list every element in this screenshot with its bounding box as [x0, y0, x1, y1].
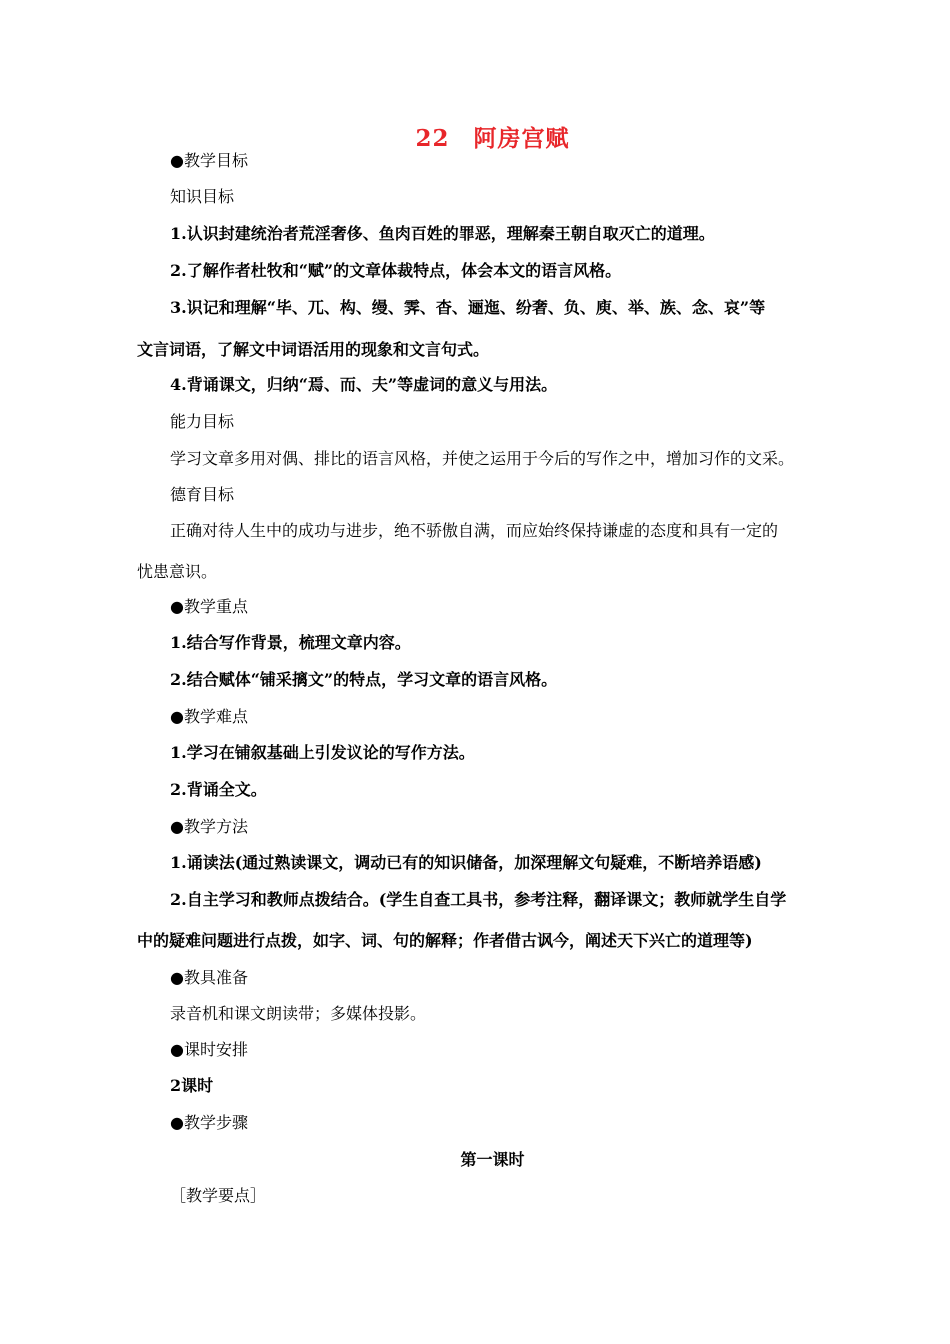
- paragraph-line: 忧患意识。: [137, 562, 218, 581]
- paragraph-line: 2.背诵全文。: [170, 780, 267, 799]
- paragraph-line: 文言词语，了解文中词语活用的现象和文言句式。: [137, 340, 490, 359]
- heading-teaching-goals: ●教学目标: [170, 151, 248, 170]
- paragraph-line: 中的疑难问题进行点拨，如字、词、句的解释；作者借古讽今，阐述天下兴亡的道理等): [137, 931, 753, 950]
- subheading-ability-goals: 能力目标: [170, 412, 235, 431]
- paragraph-line: 4.背诵课文，归纳“焉、而、夫”等虚词的意义与用法。: [170, 375, 558, 394]
- subheading-moral-goals: 德育目标: [170, 485, 235, 504]
- paragraph-line: 2.了解作者杜牧和“赋”的文章体裁特点，体会本文的语言风格。: [170, 261, 622, 280]
- paragraph-line: 1.结合写作背景，梳理文章内容。: [170, 633, 411, 652]
- subheading-key-points: ［教学要点］: [170, 1186, 267, 1205]
- heading-teaching-difficulty: ●教学难点: [170, 707, 248, 726]
- heading-teaching-methods: ●教学方法: [170, 817, 248, 836]
- paragraph-line: 1.学习在铺叙基础上引发议论的写作方法。: [170, 743, 475, 762]
- document-title: 22 阿房宫赋: [415, 125, 570, 152]
- subheading-knowledge-goals: 知识目标: [170, 187, 235, 206]
- paragraph-line: 1.认识封建统治者荒淫奢侈、鱼肉百姓的罪恶，理解秦王朝自取灭亡的道理。: [170, 224, 715, 243]
- paragraph-line: 正确对待人生中的成功与进步，绝不骄傲自满，而应始终保持谦虚的态度和具有一定的: [170, 521, 779, 540]
- heading-class-schedule: ●课时安排: [170, 1040, 248, 1059]
- paragraph-line: 3.识记和理解“毕、兀、构、缦、霁、杳、逦迤、纷奢、负、庾、举、族、念、哀”等: [170, 298, 766, 317]
- heading-teaching-aids: ●教具准备: [170, 968, 248, 987]
- paragraph-line: 1.诵读法(通过熟读课文，调动已有的知识储备，加深理解文句疑难，不断培养语感): [170, 853, 762, 872]
- paragraph-line: 录音机和课文朗读带；多媒体投影。: [170, 1004, 427, 1023]
- paragraph-line: 2课时: [170, 1076, 214, 1095]
- section-title-first-lesson: 第一课时: [460, 1150, 525, 1169]
- heading-teaching-steps: ●教学步骤: [170, 1113, 248, 1132]
- heading-teaching-focus: ●教学重点: [170, 597, 248, 616]
- paragraph-line: 2.结合赋体“铺采摛文”的特点，学习文章的语言风格。: [170, 670, 558, 689]
- paragraph-line: 2.自主学习和教师点拨结合。(学生自查工具书，参考注释，翻译课文；教师就学生自学: [170, 890, 787, 909]
- paragraph-line: 学习文章多用对偶、排比的语言风格，并使之运用于今后的写作之中，增加习作的文采。: [170, 449, 795, 468]
